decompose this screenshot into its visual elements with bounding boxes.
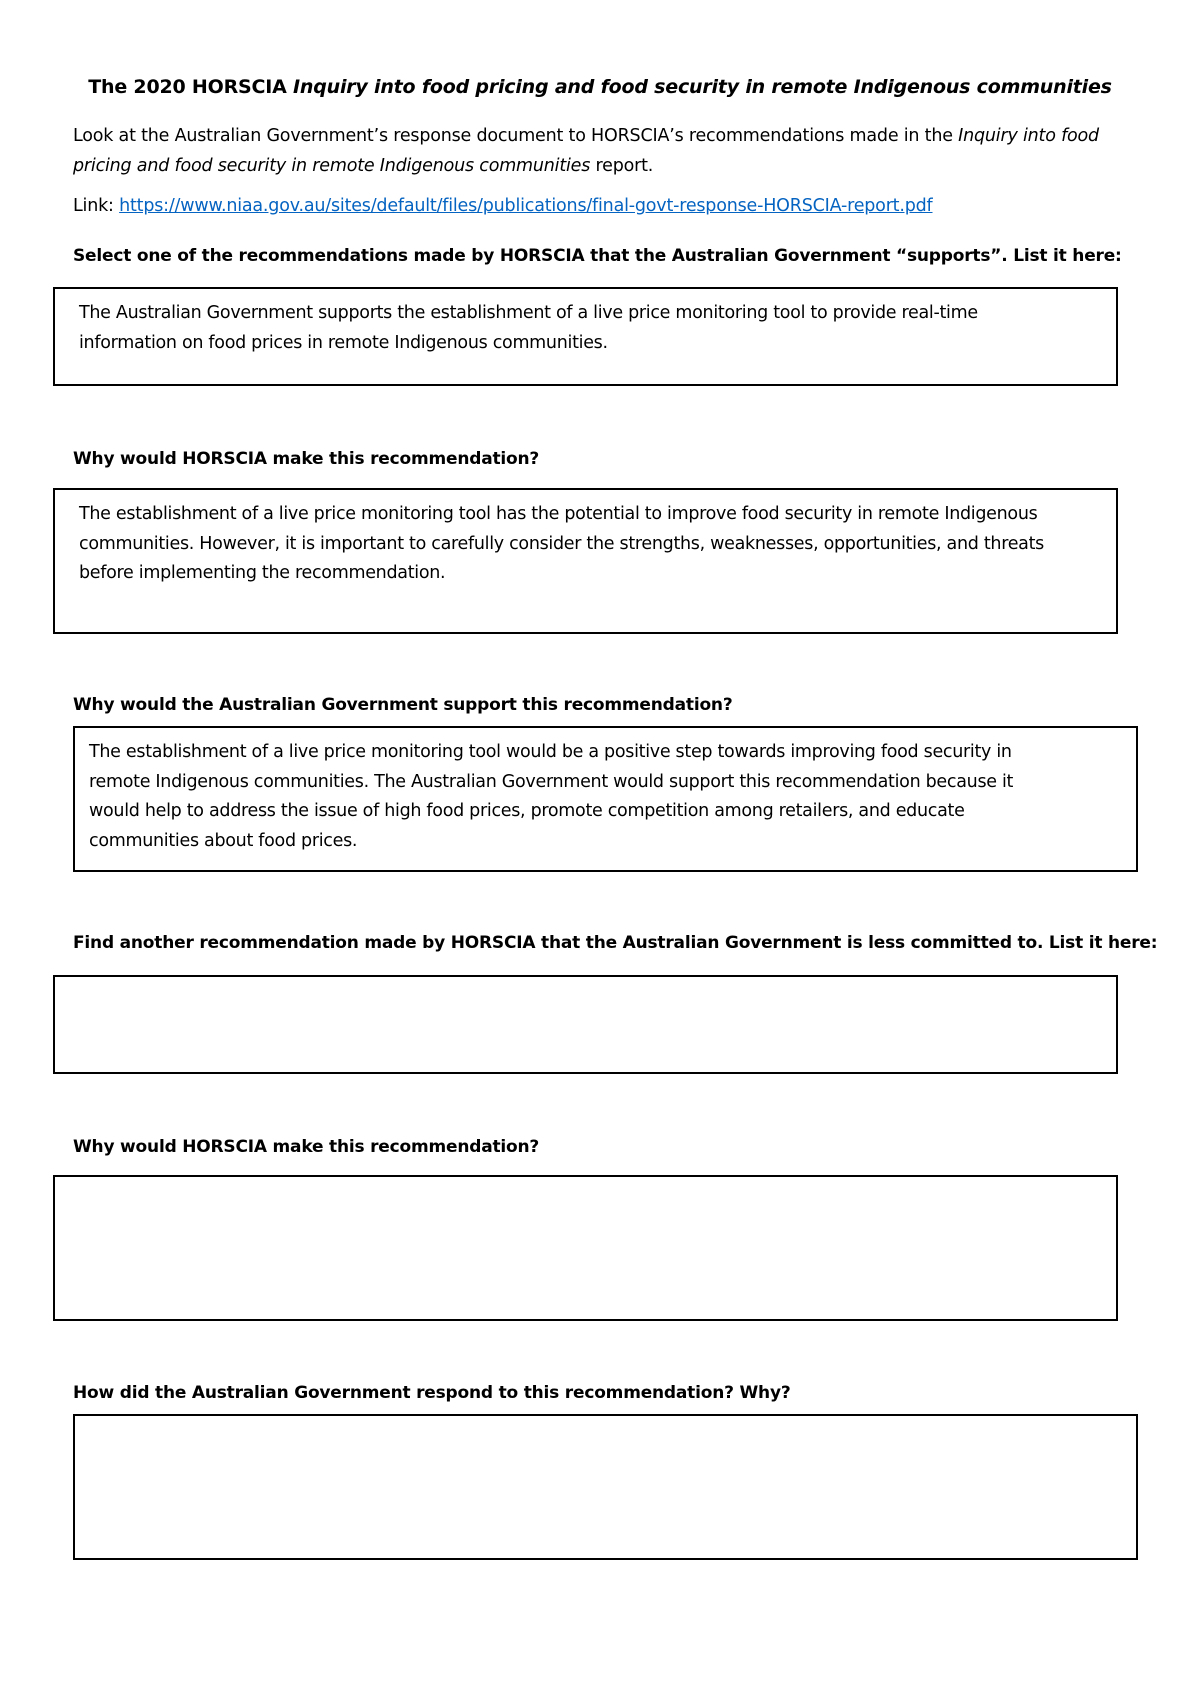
title-prefix: The 2020 HORSCIA bbox=[88, 76, 294, 98]
answer-text-6 bbox=[75, 1416, 1136, 1426]
answer-box-4[interactable] bbox=[53, 975, 1118, 1074]
title-italic: Inquiry into food pricing and food security in remote Indigenous communities bbox=[293, 76, 1112, 98]
response-document-link[interactable]: https://www.niaa.gov.au/sites/default/files/publications/final-govt-response-HORSCIA-report.pdf bbox=[119, 196, 933, 216]
intro-italic: Inquiry into food pricing and food security in remote Indigenous communities bbox=[73, 126, 1099, 176]
link-line bbox=[73, 196, 933, 216]
link-label: Link: bbox=[73, 196, 120, 216]
answer-text-3: The establishment of a live price monitoring tool would be a positive step towards improving food security in remote Indigenous communities. The Australian Government would support this recommendation because it would help to address the issue of high food prices, promote competition among retailers, and educate communities about food prices. bbox=[89, 742, 1014, 851]
answer-text-5 bbox=[55, 1177, 1116, 1187]
question-1: Select one of the recommendations made by HORSCIA that the Australian Government “supports”. List it here: bbox=[73, 246, 1122, 266]
answer-box-1[interactable] bbox=[53, 287, 1118, 386]
intro-paragraph bbox=[73, 121, 1133, 181]
question-6: How did the Australian Government respond to this recommendation? Why? bbox=[73, 1383, 791, 1403]
answer-box-5[interactable] bbox=[53, 1175, 1118, 1321]
question-4: Find another recommendation made by HORSCIA that the Australian Government is less committed to. List it here: bbox=[73, 933, 1158, 953]
answer-text-4 bbox=[55, 977, 1116, 987]
question-2: Why would HORSCIA make this recommendation? bbox=[73, 449, 540, 469]
page-title bbox=[0, 76, 1200, 98]
answer-box-6[interactable] bbox=[73, 1414, 1138, 1560]
question-5: Why would HORSCIA make this recommendation? bbox=[73, 1137, 540, 1157]
answer-box-2[interactable] bbox=[53, 488, 1118, 634]
answer-text-1: The Australian Government supports the establishment of a live price monitoring tool to provide real-time information on food prices in remote Indigenous communities. bbox=[79, 303, 978, 353]
question-3: Why would the Australian Government support this recommendation? bbox=[73, 695, 733, 715]
answer-box-3[interactable] bbox=[73, 726, 1138, 872]
answer-text-2: The establishment of a live price monitoring tool has the potential to improve food security in remote Indigenous communities. However, it is important to carefully consider the strengths, weaknesses, opportunities, and threats before implementing the recommendation. bbox=[79, 504, 1044, 583]
intro-part1: Look at the Australian Government’s response document to HORSCIA’s recommendations made in the bbox=[73, 126, 959, 146]
intro-part2: report. bbox=[590, 156, 654, 176]
